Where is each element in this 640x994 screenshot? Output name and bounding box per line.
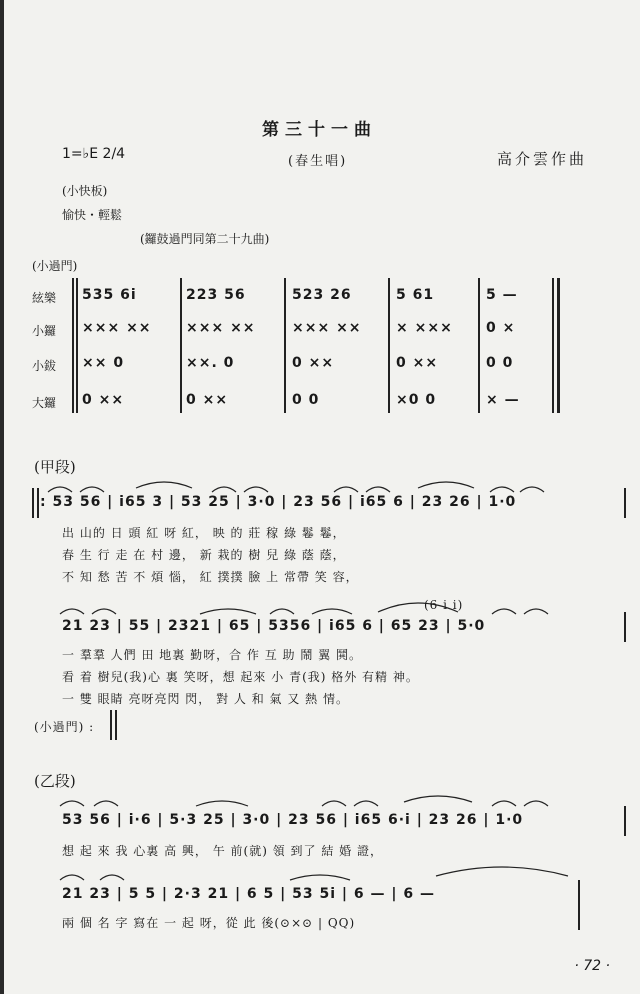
row-label-big-gong: 大鑼	[32, 396, 57, 410]
mood-marking: 愉快・輕鬆	[62, 208, 123, 222]
notation-line: 53 56 | i·6 | 5·3 25 | 3·0 | 23 56 | i65 6·i | 23 26 | 1·0	[62, 812, 524, 828]
perc-cell: 223 56	[186, 287, 246, 303]
lyric-verse-2: 看 着 樹兒(我)心 裏 笑呀，想 起來 小 青(我) 格外 有精 神。	[62, 670, 419, 684]
section-a-label: (甲段)	[34, 458, 76, 476]
interlude-label: (小過門)	[32, 259, 78, 273]
notation-line: : 53 56 | i65 3 | 53 25 | 3·0 | 23 56 | i65 6 | 23 26 | 1·0	[40, 494, 517, 510]
perc-cell: ××× ××	[186, 320, 256, 336]
lyric-line: 兩 個 名 字 寫在 一 起 呀，從 此 後(⊙×⊙ | QQ)	[62, 916, 356, 930]
perc-cell: × —	[486, 392, 520, 408]
notation-line: 21 23 | 5 5 | 2·3 21 | 6 5 | 53 5i | 6 — | 6 —	[62, 886, 436, 902]
perc-cell: ××. 0	[186, 355, 235, 371]
perc-cell: 535 6i	[82, 287, 137, 303]
row-label-strings: 絃樂	[32, 291, 57, 305]
composer: 高介雲作曲	[497, 150, 588, 168]
perc-cell: 523 26	[292, 287, 352, 303]
perc-cell: ××× ××	[82, 320, 152, 336]
singer-note: (春生唱)	[288, 154, 348, 169]
section-b-label: (乙段)	[34, 772, 76, 790]
perc-cell: ××× ××	[292, 320, 362, 336]
perc-cell: 0 ××	[292, 355, 335, 371]
row-label-small-gong: 小鑼	[32, 324, 57, 338]
lyric-verse-1: 一 羣羣 人們 田 地裏 勤呀，合 作 互 助 鬧 翼 鬨。	[62, 648, 362, 662]
lyric-line: 想 起 來 我 心裏 高 興， 午 前(就) 領 到了 結 婚 證，	[62, 844, 383, 858]
page-number: · 72 ·	[574, 958, 610, 974]
perc-cell: ×× 0	[82, 355, 125, 371]
perc-cell: 0 ××	[396, 355, 439, 371]
lyric-verse-3: 不 知 愁 苦 不 煩 惱， 紅 撲撲 臉 上 常帶 笑 容，	[62, 570, 359, 584]
perc-cell: × ×××	[396, 320, 453, 336]
perc-cell: 0 0	[292, 392, 320, 408]
ornament: (6 i i)	[424, 598, 464, 612]
key-signature: 1=♭E 2/4	[62, 146, 126, 162]
perc-cell: 5 —	[486, 287, 518, 303]
song-title: 第三十一曲	[262, 120, 377, 140]
lyric-verse-1: 出 山的 日 頭 紅 呀 紅， 映 的 莊 稼 綠 鬈 鬈，	[62, 526, 346, 540]
interlude-repeat: (小過門) :	[34, 720, 95, 734]
lyric-verse-3: 一 雙 眼睛 亮呀亮閃 閃， 對 人 和 氣 又 熱 情。	[62, 692, 349, 706]
perc-cell: 5 61	[396, 287, 435, 303]
perc-cell: 0 0	[486, 355, 514, 371]
perc-cell: ×0 0	[396, 392, 437, 408]
notation-line: 21 23 | 55 | 2321 | 65 | 5356 | i65 6 | 65 23 | 5·0	[62, 618, 486, 634]
perc-cell: 0 ××	[82, 392, 125, 408]
tempo-marking: (小快板)	[62, 184, 108, 198]
perc-cell: 0 ××	[186, 392, 229, 408]
perc-cell: 0 ×	[486, 320, 516, 336]
row-label-small-cymbal: 小鈸	[32, 359, 57, 373]
lyric-verse-2: 春 生 行 走 在 村 邊， 新 栽的 樹 兒 綠 蔭 蔭，	[62, 548, 346, 562]
gong-drum-note: (鑼鼓過門同第二十九曲)	[140, 232, 270, 246]
